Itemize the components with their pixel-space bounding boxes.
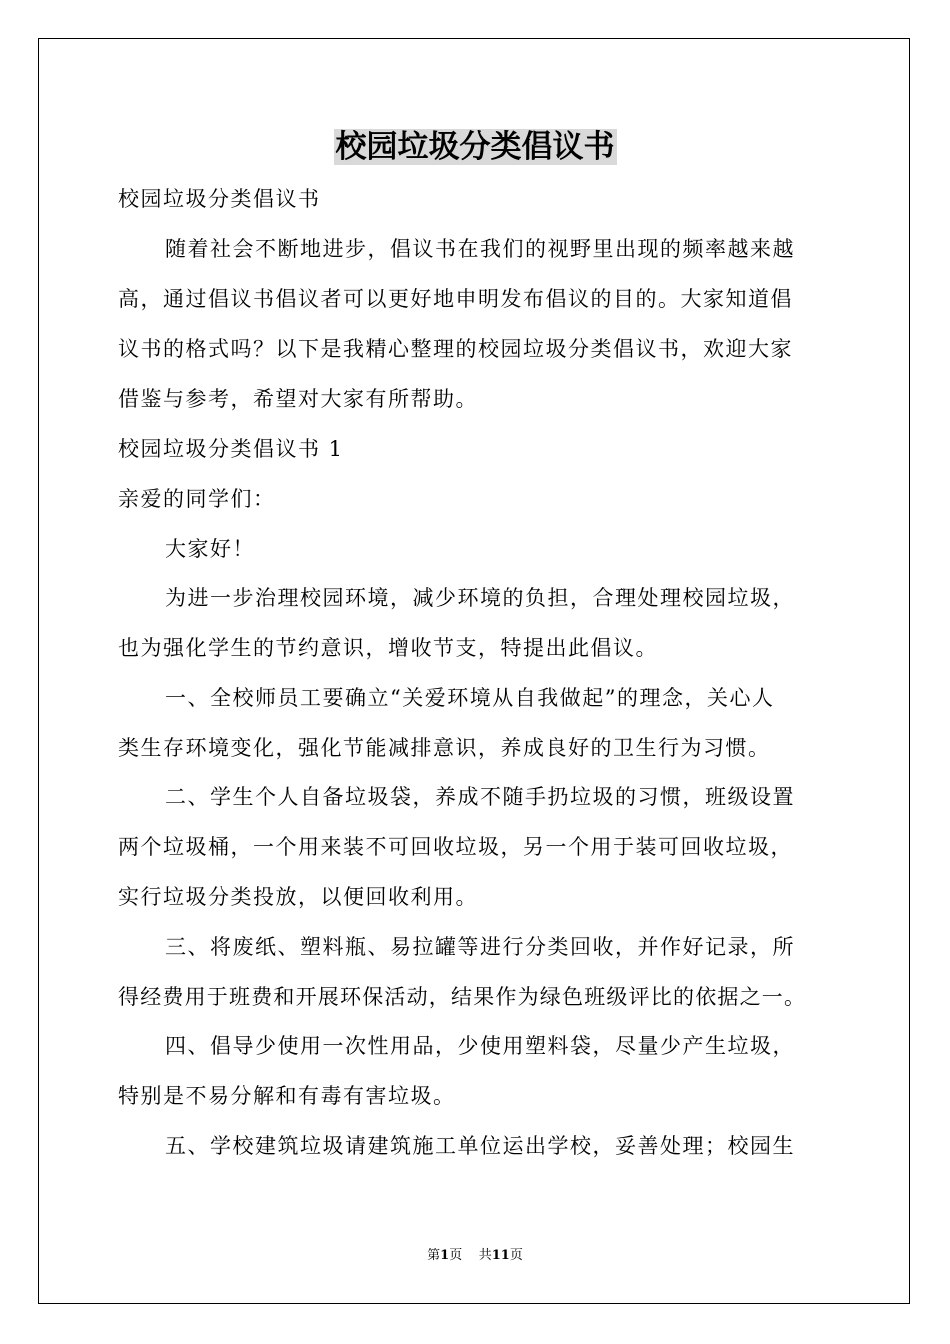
text-line: 校园垃圾分类倡议书: [118, 187, 321, 211]
greeting: 大家好！: [165, 537, 255, 561]
text-line: 五、学校建筑垃圾请建筑施工单位运出学校，妥善处理；校园生: [165, 1134, 795, 1158]
text-line: 三、将废纸、塑料瓶、易拉罐等进行分类回收，并作好记录，所: [165, 935, 795, 959]
document-title-text: 校园垃圾分类倡议书: [335, 129, 615, 165]
text-line: 两个垃圾桶，一个用来装不可回收垃圾，另一个用于装可回收垃圾，: [118, 835, 793, 859]
text-line: 借鉴与参考，希望对大家有所帮助。: [118, 387, 478, 411]
section-heading: 校园垃圾分类倡议书 1: [118, 437, 344, 461]
footer-page-number: 1: [440, 1248, 450, 1263]
page-border: [38, 38, 910, 1304]
page-footer: [0, 1247, 950, 1265]
text-line: 四、倡导少使用一次性用品，少使用塑料袋，尽量少产生垃圾，: [165, 1034, 795, 1058]
text-line: 议书的格式吗？以下是我精心整理的校园垃圾分类倡议书，欢迎大家: [118, 337, 793, 361]
footer-page-suffix: 页: [449, 1248, 463, 1263]
text-line: 实行垃圾分类投放，以便回收利用。: [118, 885, 478, 909]
footer-total-pages: 11: [491, 1248, 510, 1263]
text-line: 得经费用于班费和开展环保活动，结果作为绿色班级评比的依据之一。: [118, 985, 807, 1009]
text-line: 二、学生个人自备垃圾袋，养成不随手扔垃圾的习惯，班级设置: [165, 785, 795, 809]
text-line: 特别是不易分解和有毒有害垃圾。: [118, 1084, 456, 1108]
text-line: 也为强化学生的节约意识，增收节支，特提出此倡议。: [118, 636, 658, 660]
footer-total-prefix: 共: [478, 1248, 492, 1263]
salutation: 亲爱的同学们：: [118, 487, 276, 511]
text-line: 随着社会不断地进步，倡议书在我们的视野里出现的频率越来越: [165, 237, 795, 261]
footer-total-suffix: 页: [509, 1248, 523, 1263]
text-line: 为进一步治理校园环境，减少环境的负担，合理处理校园垃圾，: [165, 586, 795, 610]
document-title: [0, 124, 950, 170]
footer-page-prefix: 第: [427, 1248, 441, 1263]
text-line: 高，通过倡议书倡议者可以更好地申明发布倡议的目的。大家知道倡: [118, 287, 793, 311]
text-line: 一、全校师员工要确立“关爱环境从自我做起”的理念，关心人: [165, 686, 775, 710]
text-line: 类生存环境变化，强化节能减排意识，养成良好的卫生行为习惯。: [118, 736, 771, 760]
